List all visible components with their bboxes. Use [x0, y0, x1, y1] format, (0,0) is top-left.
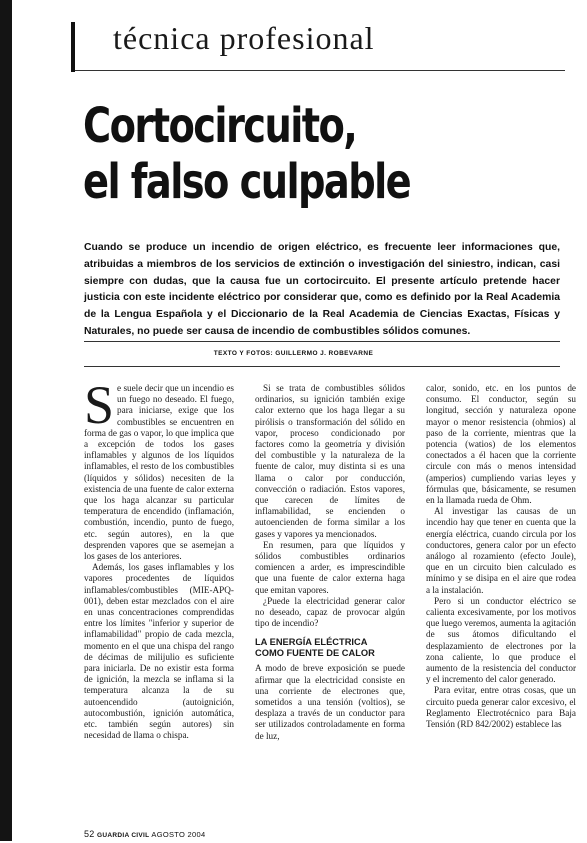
body-paragraph: [84, 383, 234, 562]
subheading-line-1: LA ENERGÍA ELÉCTRICA: [255, 637, 368, 648]
issue-date: AGOSTO 2004: [151, 830, 206, 839]
section-subheading: [255, 637, 405, 659]
article-headline: [83, 98, 410, 210]
article-lead: Cuando se produce un incendio de origen eléctrico, es frecuente leer informaciones que, atribuidas a miembros de los servicios de extinción o investigación del siniestro, indican, casi siempre con dudas, que la causa fue un cortocircuito. El presente artículo pretende hacer justicia con este incidente eléctrico por considerar que, como es definido por la Real Academia de la Lengua Española y el Diccionario de la Real Academia de Ciencias Exactas, Físicas y Naturales, no puede ser causa de incendio de combustibles sólidos comunes.: [84, 242, 560, 337]
body-paragraph: ¿Puede la electricidad generar calor no deseado, capaz de provocar algún tipo de incendio?: [255, 595, 405, 629]
body-paragraph: calor, sonido, etc. en los puntos de consumo. El conductor, según su longitud, sección y naturaleza opone mayor o menor resistencia (ohmios) al paso de la corriente, mientras que la potencia (watios) de los elementos conectados a él hacen que la corriente circule con más o menos intensidad (amperios) cumpliendo varias leyes y fórmulas que, básicamente, se resumen en la llamada rueda de Ohm.: [426, 383, 576, 506]
body-paragraph: Pero si un conductor eléctrico se calienta excesivamente, por los motivos que luego veremos, aumenta la agitación de sus átomos dificultando el desplazamiento de electrones por la zona caliente, lo que produce el aumento de la resistencia del conductor y el incremento del calor generado.: [426, 595, 576, 685]
body-paragraph: A modo de breve exposición se puede afirmar que la electricidad consiste en una corriente de electrones que, sometidos a una tensión (voltios), se desplaza a través de un conductor para ser utilizados controladamente en forma de luz,: [255, 663, 405, 741]
article-credit: TEXTO Y FOTOS: GUILLERMO J. ROBEVARNE: [213, 350, 374, 357]
body-paragraph: Además, los gases inflamables y los vapores procedentes de líquidos inflamables/combustibles (MIE-APQ-001), deben estar mezclados con el aire en unas concentraciones comprendidas entre los límites "inferior y superior de inflamabilidad" propio de cada mezcla, momento en el que una chispa del rango de décimas de milijulio es suficiente para iniciarla. De no existir esta forma de ignición, la mezcla se inflama si la temperatura alcanza la de su autoencendido (autoignición, autocombustión, ignición automática, etc. también según autores) sin necesidad de llama o chispa.: [84, 562, 234, 741]
drop-cap: S: [84, 383, 115, 435]
headline-line-2: el falso culpable: [83, 154, 411, 210]
headline-line-1: Cortocircuito,: [83, 98, 357, 154]
page-edge-shadow: [0, 0, 12, 841]
section-title: técnica profesional: [113, 20, 375, 56]
credit-rule-bottom: [84, 366, 560, 367]
page-footer: [84, 829, 205, 839]
section-marker-bar: [71, 22, 75, 72]
body-paragraph: Para evitar, entre otras cosas, que un circuito pueda generar calor excesivo, el Reglamento Electrotécnico para Baja Tensión (RD 842/2002) establece las: [426, 685, 576, 730]
magazine-name: GUARDIA CIVIL: [97, 832, 150, 839]
subheading-line-2: COMO FUENTE DE CALOR: [255, 648, 375, 659]
body-paragraph: Si se trata de combustibles sólidos ordinarios, su ignición también exige calor externo que los haga llegar a su pirólisis o transformación del sólido en vapor, proceso condicionado por factores como la geometría y división del combustible y la naturaleza de la fuente de calor, muy distinta si es una llama o calor por conducción, convección o radiación. Estos vapores, que carecen de límites de inflamabilidad, se encienden o autoencienden de forma similar a los gases y vapores ya mencionados.: [255, 383, 405, 539]
body-column-1: [84, 383, 234, 843]
body-paragraph: En resumen, para que líquidos y sólidos combustibles ordinarios comiencen a arder, es imprescindible que una fuente de calor externa haga que emitan vapores.: [255, 539, 405, 595]
body-paragraph: Al investigar las causas de un incendio hay que tener en cuenta que la energía eléctrica, cuando circula por los conductores, genera calor por un efecto análogo al rozamiento (efecto Joule), que en un circuito bien calculado es mínimo y se disipa en el aire que rodea a la instalación.: [426, 506, 576, 595]
section-rule: [75, 70, 565, 71]
credit-rule-top: [84, 341, 560, 342]
body-column-3: [426, 383, 576, 843]
page-number: 52: [84, 829, 95, 839]
body-column-2: [255, 383, 405, 843]
paragraph-text: e suele decir que un incendio es un fuego no deseado. El fuego, para iniciarse, exige que los combustibles se encuentren en forma de gas o vapor, lo que implica que a excepción de todos los gases inflamables y algunos de los líquidos inflamables, el resto de los combustibles (líquidos y sólidos) necesiten de la existencia de una fuente de calor externa que los haga alcanzar su particular temperatura de encendido (inflamación, combustión, incendio, punto de fuego, etc. según autores), en la que desprenden vapores que se asemejan a los gases de los anteriores.: [84, 383, 234, 562]
